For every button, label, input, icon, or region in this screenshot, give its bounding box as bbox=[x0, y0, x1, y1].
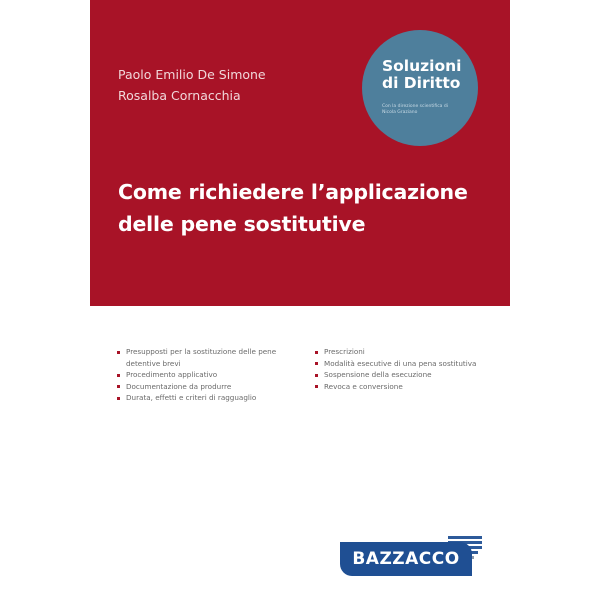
topic-item: Modalità esecutive di una pena sostitutiva bbox=[314, 358, 489, 370]
topic-item: Durata, effetti e criteri di ragguaglio bbox=[116, 392, 301, 404]
topic-item: Documentazione da produrre bbox=[116, 381, 301, 393]
series-badge bbox=[362, 30, 478, 146]
publisher-name: BAZZACCO bbox=[352, 549, 460, 569]
topic-item: Prescrizioni bbox=[314, 346, 489, 358]
publisher-logo-box bbox=[340, 542, 472, 576]
topics-list-left bbox=[116, 346, 301, 404]
topic-item: Revoca e conversione bbox=[314, 381, 489, 393]
book-title-line2: delle pene sostitutive bbox=[118, 212, 366, 236]
book-title bbox=[118, 176, 468, 240]
series-title bbox=[382, 58, 462, 92]
series-subtitle: Con la direzione scientifica di Nicola Graziano bbox=[382, 104, 448, 115]
series-title-line2: di Diritto bbox=[382, 74, 461, 92]
bullet-icon bbox=[117, 351, 120, 354]
topics-list-right bbox=[314, 346, 489, 392]
bullet-icon bbox=[117, 397, 120, 400]
series-title-line1: Soluzioni bbox=[382, 57, 462, 75]
publisher-logo bbox=[340, 530, 480, 580]
bullet-icon bbox=[315, 351, 318, 354]
bullet-icon bbox=[315, 385, 318, 388]
bullet-icon bbox=[117, 385, 120, 388]
topic-item: Presupposti per la sostituzione delle pene detentive brevi bbox=[116, 346, 301, 369]
author-2: Rosalba Cornacchia bbox=[118, 88, 241, 103]
bullet-icon bbox=[117, 374, 120, 377]
bullet-icon bbox=[315, 362, 318, 365]
book-title-line1: Come richiedere l’applicazione bbox=[118, 180, 468, 204]
author-1: Paolo Emilio De Simone bbox=[118, 67, 266, 82]
topic-item: Sospensione della esecuzione bbox=[314, 369, 489, 381]
cover-red-panel bbox=[90, 0, 510, 306]
topic-item: Procedimento applicativo bbox=[116, 369, 301, 381]
bullet-icon bbox=[315, 374, 318, 377]
authors bbox=[118, 64, 266, 106]
book-cover bbox=[90, 0, 510, 600]
